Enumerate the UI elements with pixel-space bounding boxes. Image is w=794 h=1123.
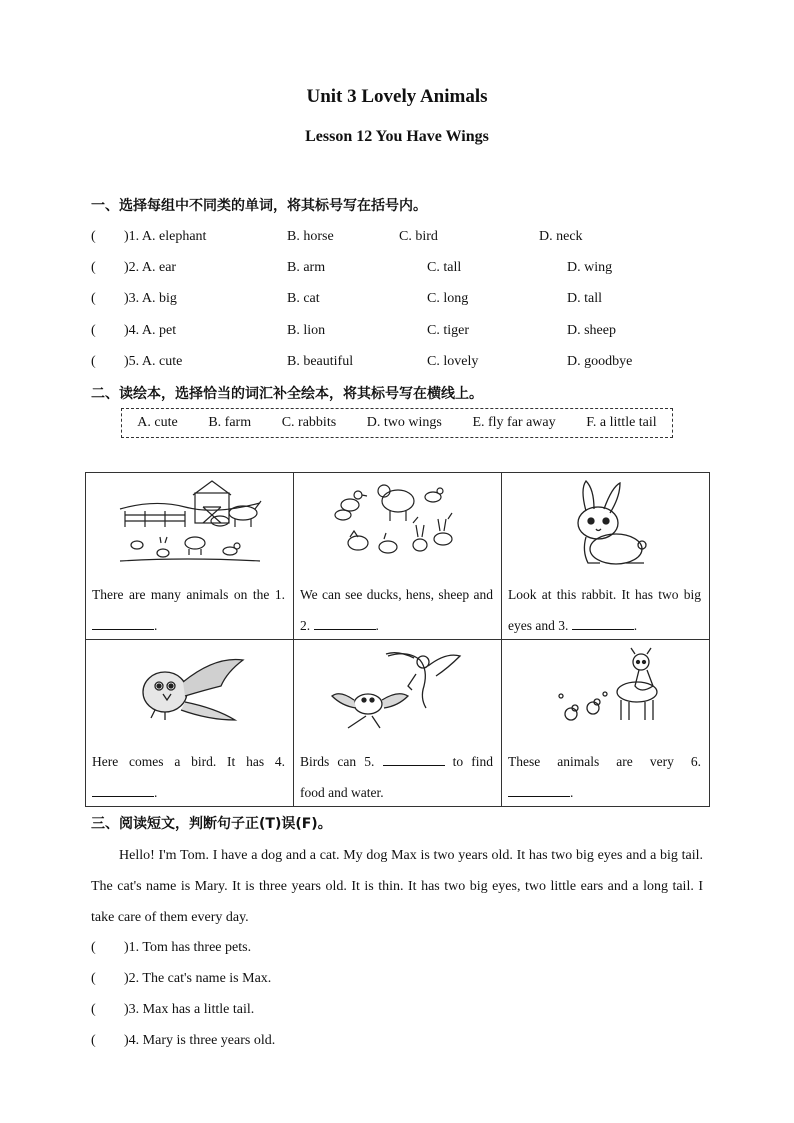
option-c: C. bird (399, 229, 438, 244)
answer-paren[interactable]: ( (91, 260, 96, 275)
rabbit-illustration (502, 479, 709, 575)
story-cell (86, 473, 294, 640)
story-cell (294, 640, 502, 807)
farm-illustration (86, 479, 293, 575)
option-b: B. lion (287, 323, 326, 338)
option-a: )2. A. ear (124, 260, 177, 275)
option-a: )3. A. big (124, 291, 177, 306)
option-c: C. tiger (427, 323, 469, 338)
option-b: B. beautiful (287, 354, 354, 369)
answer-paren[interactable]: ( (91, 291, 96, 306)
option-a: )4. A. pet (124, 323, 177, 338)
answer-blank-5[interactable] (383, 753, 445, 766)
story-cell (86, 640, 294, 807)
answer-blank-6[interactable] (508, 784, 570, 797)
story-caption: Look at this rabbit. It has two big eyes and 3. . (508, 587, 701, 633)
statement: )2. The cat's name is Max. (124, 971, 272, 986)
option-d: D. neck (539, 229, 583, 244)
option-b: B. cat (287, 291, 320, 306)
lesson-title: Lesson 12 You Have Wings (305, 128, 489, 145)
word-option: E. fly far away (472, 415, 556, 430)
option-d: D. wing (567, 260, 613, 275)
option-c: C. lovely (427, 354, 479, 369)
bird-illustration (86, 646, 293, 742)
story-caption: We can see ducks, hens, sheep and 2. . (300, 587, 493, 633)
section3-heading: 三、阅读短文，判断句子正(T)误(F)。 (91, 816, 332, 832)
answer-paren[interactable]: ( (91, 323, 96, 338)
reading-passage: Hello! I'm Tom. I have a dog and a cat. My dog Max is two years old. It has two big eyes and a big tail. The cat's name is Mary. It is three years old. It is thin. It has two big eyes, two little ears and a long tail. I take care of them every day. (91, 848, 703, 925)
goat-chicks-illustration (502, 646, 709, 742)
option-d: D. tall (567, 291, 602, 306)
answer-paren[interactable]: ( (91, 971, 96, 986)
option-b: B. arm (287, 260, 326, 275)
word-option: A. cute (137, 415, 178, 430)
option-a: )5. A. cute (124, 354, 183, 369)
word-option: D. two wings (366, 415, 442, 430)
option-c: C. long (427, 291, 469, 306)
answer-paren[interactable]: ( (91, 1033, 96, 1048)
answer-paren[interactable]: ( (91, 354, 96, 369)
answer-blank-3[interactable] (572, 617, 634, 630)
story-caption: Here comes a bird. It has 4. . (92, 754, 285, 800)
word-bank (121, 408, 673, 438)
option-a: )1. A. elephant (124, 229, 207, 244)
answer-paren[interactable]: ( (91, 940, 96, 955)
story-caption: There are many animals on the 1. . (92, 587, 285, 633)
flying-birds-illustration (294, 646, 501, 742)
statement: )4. Mary is three years old. (124, 1033, 276, 1048)
story-caption: Birds can 5. to find food and water. (300, 754, 493, 800)
statement: )3. Max has a little tail. (124, 1002, 255, 1017)
answer-paren[interactable]: ( (91, 1002, 96, 1017)
option-d: D. sheep (567, 323, 616, 338)
statement: )1. Tom has three pets. (124, 940, 252, 955)
answer-blank-4[interactable] (92, 784, 154, 797)
option-b: B. horse (287, 229, 334, 244)
ducks-hens-sheep-illustration (294, 479, 501, 575)
word-option: F. a little tail (586, 415, 657, 430)
story-cell (502, 473, 710, 640)
page-title: Unit 3 Lovely Animals (306, 86, 488, 107)
story-caption: These animals are very 6. . (508, 754, 701, 800)
word-option: B. farm (208, 415, 252, 430)
answer-paren[interactable]: ( (91, 229, 96, 244)
word-option: C. rabbits (281, 415, 337, 430)
answer-blank-1[interactable] (92, 617, 154, 630)
answer-blank-2[interactable] (314, 617, 376, 630)
picture-book-grid (85, 472, 710, 807)
story-cell (294, 473, 502, 640)
story-cell (502, 640, 710, 807)
option-c: C. tall (427, 260, 462, 275)
option-d: D. goodbye (567, 354, 633, 369)
section2-heading: 二、读绘本，选择恰当的词汇补全绘本，将其标号写在横线上。 (91, 386, 483, 402)
section1-heading: 一、选择每组中不同类的单词，将其标号写在括号内。 (91, 198, 427, 214)
